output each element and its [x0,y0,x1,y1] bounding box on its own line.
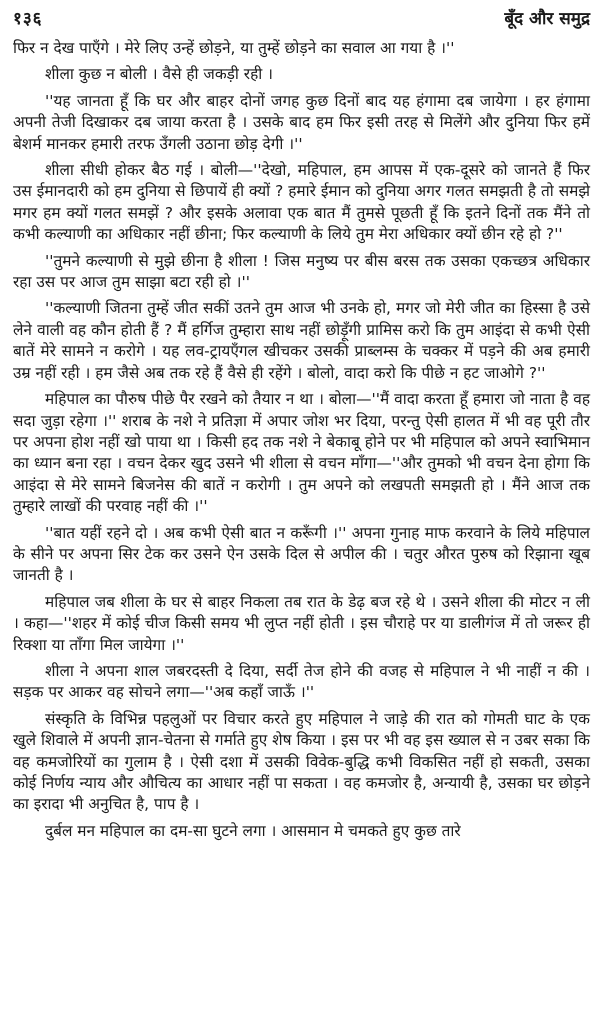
paragraph: महिपाल जब शीला के घर से बाहर निकला तब रात के डेढ़ बज रहे थे । उसने शीला की मोटर न ली । कहा—''शहर में कोई चीज किसी समय भी लुप्त नहीं होती । इस चौराहे पर या डालीगंज में तो जरूर ही रिक्शा या ताँगा मिल जायेगा ।'' [13,592,591,654]
paragraph: दुर्बल मन महिपाल का दम-सा घुटने लगा । आसमान मे चमकते हुए कुछ तारे [45,821,461,840]
paragraph: ''बात यहीं रहने दो । अब कभी ऐसी बात न करूँगी ।'' अपना गुनाह माफ करवाने के लिये महिपाल के सीने पर अपना सिर टेक कर उसने ऐन उसके दिल से अपील की । चतुर औरत पुरुष को रिझाना खूब जानती है । [13,523,590,585]
body-text [13,38,590,842]
paragraph: फिर न देख पाएँगे । मेरे लिए उन्हें छोड़ने, या तुम्हें छोड़ने का सवाल आ गया है ।'' [13,39,455,57]
paragraph: ''यह जानता हूँ कि घर और बाहर दोनों जगह कुछ दिनों बाद यह हंगामा दब जायेगा । हर हंगामा अपनी तेजी दिखाकर दब जाया करता है । उसके बाद हम फिर इसी तरह से मिलेंगे और दुनिया फिर हमें बेशर्म मानकर हमारी तरफ उँगली उठाना छोड़ देगी ।'' [13,91,590,153]
paragraph: ''तुमने कल्याणी से मुझे छीना है शीला ! जिस मनुष्य पर बीस बरस तक उसका एकच्छत्र अधिकार रहा उस पर आज तुम साझा बटा रही हो ।'' [13,251,590,292]
paragraph: महिपाल का पौरुष पीछे पैर रखने को तैयार न था । बोला—''मैं वादा करता हूँ हमारा जो नाता है वह सदा जुड़ा रहेगा ।'' शराब के नशे ने प्रतिज्ञा में अपार जोश भर दिया, परन्तु ऐसी हालत में भी वह पूरी तौर पर अपना होश नहीं खो पाया था । किसी हद तक नशे ने बेकाबू होने पर भी महिपाल को अपने स्वाभिमान का ध्यान बना रहा । वचन देकर खुद उसने भी शीला से वचन माँगा—''और तुमको भी वचन देना होगा कि आइंदा से मेरे सामने बिजनेस की बातें न करोगी । तुम अपने को लखपती समझती हो । मैंने आज तक तुम्हारे लाखों की परवाह नहीं की ।'' [13,390,590,516]
page-number: १३६ [13,9,43,29]
paragraph: शीला सीधी होकर बैठ गई । बोली—''देखो, महिपाल, हम आपस में एक-दूसरे को जानते हैं फिर उस ईमानदारी को हम दुनिया से छिपायें ही क्यों ? हमारे ईमान को दुनिया अगर गलत समझती है तो समझे मगर हम क्यों गलत समझें ? और इसके अलावा एक बात मैं तुमसे पूछती हूँ कि इतने दिनों तक मैंने तो कभी कल्याणी का अधिकार नहीं छीना; फिर कल्याणी के लिये तुम मेरा अधिकार क्यों छीन रहे हो ?'' [13,161,590,244]
paragraph: शीला कुछ न बोली । वैसे ही जकड़ी रही । [45,65,273,84]
page-header [13,6,590,34]
paragraph: संस्कृति के विभिन्न पहलुओं पर विचार करते हुए महिपाल ने जाड़े की रात को गोमती घाट के एक खुले शिवाले में अपनी ज्ञान-चेतना से गर्माते हुए शेष किया । इस पर भी वह इस ख्याल से न उबर सका कि वह कमजोरियों का गुलाम है । ऐसी दशा में उसकी विवेक-बुद्धि कभी विकसित नहीं हो सकती, उसका कोई निर्णय न्याय और औचित्य का आधार नहीं पा सकता । वह कमजोर है, अन्यायी है, उसका घर छोड़ने का इरादा भी अनुचित है, पाप है । [13,709,590,814]
running-title: बूँद और समुद्र [504,9,590,29]
paragraph: ''कल्याणी जितना तुम्हें जीत सकीं उतने तुम आज भी उनके हो, मगर जो मेरी जीत का हिस्सा है उसे लेने वाली वह कौन होती हैं ? मैं हर्गिज तुम्हारा साथ नहीं छोड़ूँगी प्रामिस करो कि तुम आइंदा से कभी ऐसी बातें मेरे सामने न करोगे । यह लव-ट्रायएँगल खीचकर उसकी प्राब्लम्स के चक्कर में पड़ने की अब हमारी उम्र नहीं रही । हम जैसे अब तक रहे हैं वैसे ही रहेंगे । बोलो, वादा करो कि पीछे न हट जाओगे ?'' [13,299,590,382]
paragraph: शीला ने अपना शाल जबरदस्ती दे दिया, सर्दी तेज होने की वजह से महिपाल ने भी नाहीं न की । सड़क पर आकर वह सोचने लगा—''अब कहाँ जाऊँ ।'' [13,661,590,702]
